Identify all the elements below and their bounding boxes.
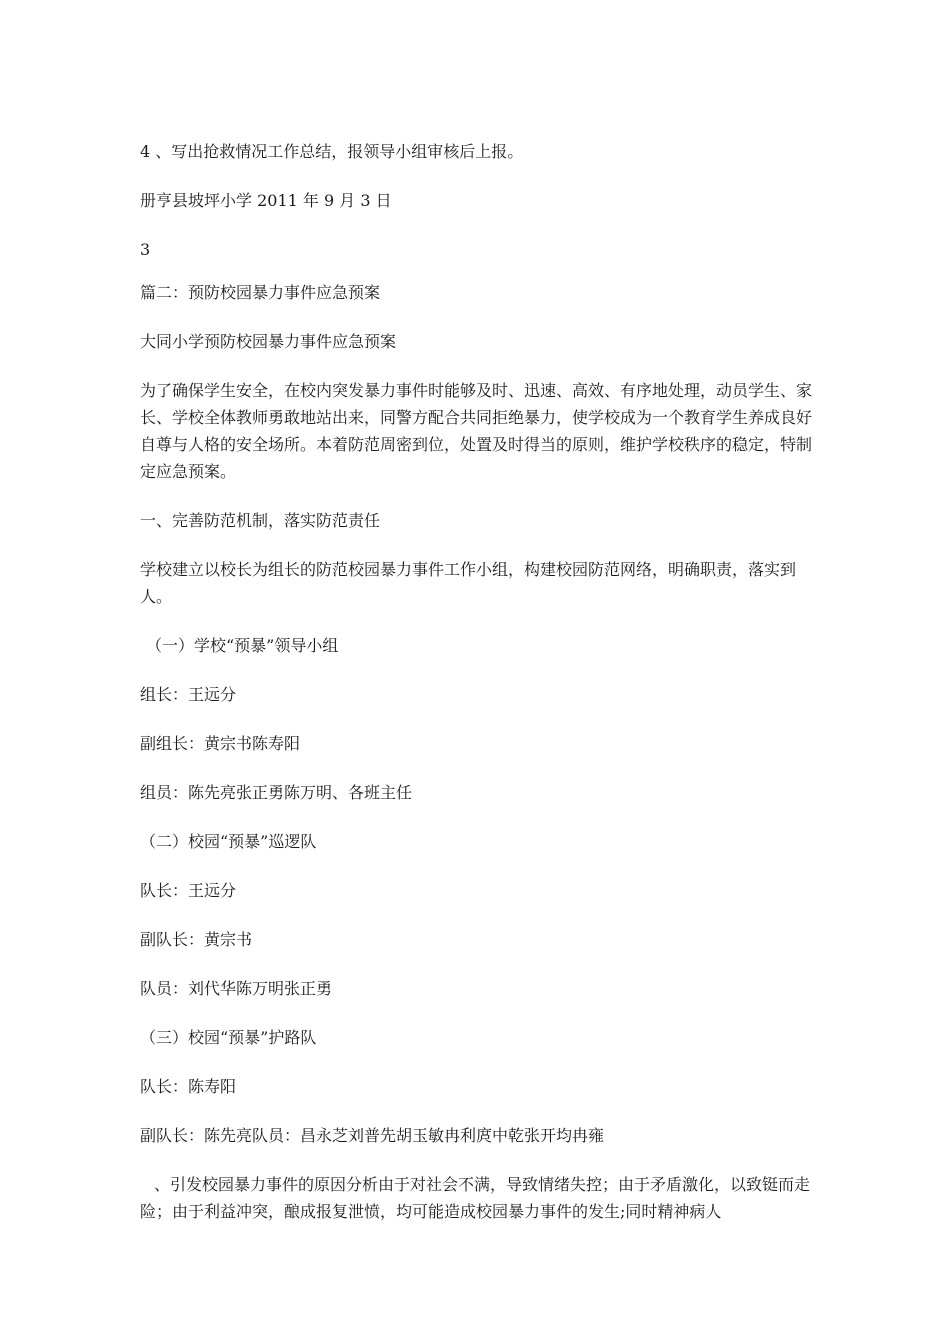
group-one-members: 组员：陈先亮张正勇陈万明、各班主任 [140, 783, 413, 802]
page-number: 3 [140, 240, 151, 259]
document-body [140, 138, 812, 1225]
group-two-heading: （二）校园“预暴”巡逻队 [140, 832, 317, 851]
section-heading: 篇二：预防校园暴力事件应急预案 [140, 283, 381, 302]
group-three-heading: （三）校园“预暴”护路队 [140, 1028, 317, 1047]
part-one-heading: 一、完善防范机制，落实防范责任 [140, 511, 381, 530]
group-two-members: 队员：刘代华陈万明张正勇 [140, 979, 333, 998]
step-4-paragraph: 4 、写出抢救情况工作总结，报领导小组审核后上报。 [140, 142, 524, 161]
group-three-leader: 队长：陈寿阳 [140, 1077, 237, 1096]
intro-paragraph: 为了确保学生安全，在校内突发暴力事件时能够及时、迅速、高效、有序地处理，动员学生、家长、学校全体教师勇敢地站出来，同警方配合共同拒绝暴力，使学校成为一个教育学生养成良好自尊与人格的安全场所。本着防范周密到位，处置及时得当的原则，维护学校秩序的稳定，特制定应急预案。 [140, 381, 813, 481]
document-title: 大同小学预防校园暴力事件应急预案 [140, 332, 397, 351]
group-two-deputy: 副队长：黄宗书 [140, 930, 253, 949]
group-three-deputy-members: 副队长：陈先亮队员：昌永芝刘普先胡玉敏冉利庹中乾张开均冉雍 [140, 1126, 605, 1145]
signature-date-line: 册亨县坡坪小学 2011 年 9 月 3 日 [140, 191, 392, 210]
group-one-heading: （一）学校“预暴”领导小组 [146, 636, 339, 655]
cause-analysis-paragraph: 、引发校园暴力事件的原因分析由于对社会不满，导致情绪失控；由于矛盾激化，以致铤而走险；由于利益冲突，酿成报复泄愤，均可能造成校园暴力事件的发生;同时精神病人 [140, 1175, 811, 1221]
group-two-leader: 队长：王远分 [140, 881, 237, 900]
part-one-paragraph: 学校建立以校长为组长的防范校园暴力事件工作小组，构建校园防范网络，明确职责，落实到人。 [140, 560, 797, 606]
group-one-deputy: 副组长：黄宗书陈寿阳 [140, 734, 301, 753]
group-one-leader: 组长：王远分 [140, 685, 237, 704]
